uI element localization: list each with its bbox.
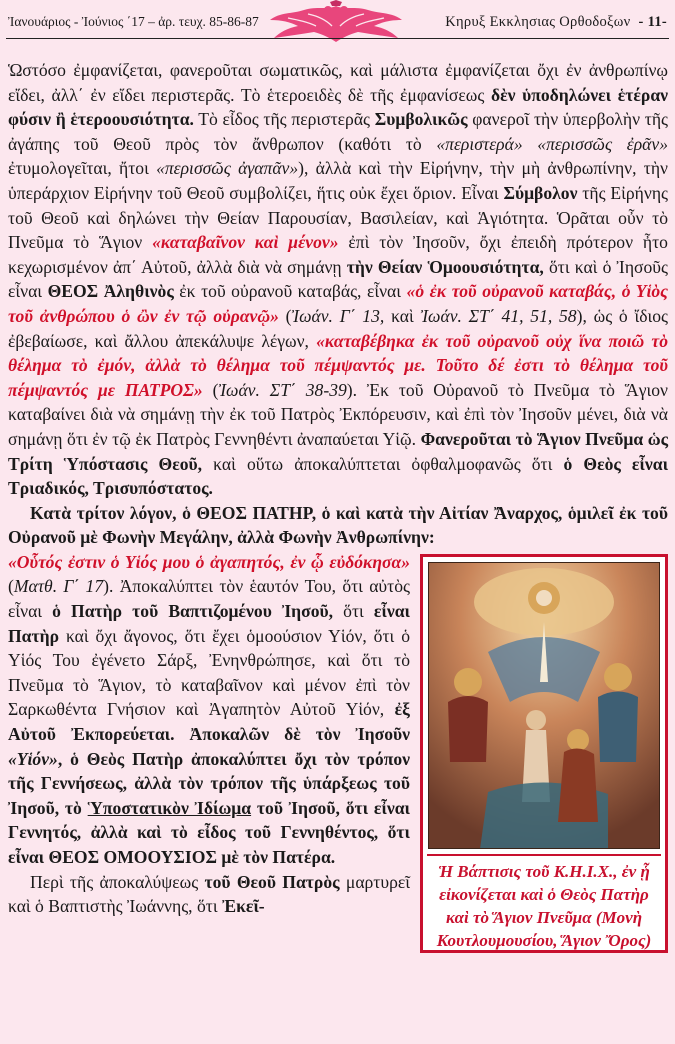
text-run: ὁ Θεὸς εἶναι Τριαδικός, Τρισυπόστατος. — [8, 453, 669, 499]
text-run: Περὶ τῆς ἀποκαλύψεως — [30, 871, 205, 892]
text-run: ὅτι καὶ ὁ Ἰησοῦς εἶναι — [8, 256, 668, 302]
text-run: μαρτυρεῖ καὶ ὁ Βαπτιστὴς Ἰωάννης, ὅτι — [8, 871, 410, 917]
text-run: καὶ ὄχι ἄγονος, ὅτι ἔχει ὁμοούσιον Υἱόν, ὅτι ὁ Υἱός Του ἐγένετο Σάρξ, Ἐνηνθρώπησε, καὶ ὅτι τὸ Πνεῦμα τὸ Ἅγιον, τὸ καταβαῖνον καὶ μένον ἐπὶ τὸν Σαρκωθέντα Γνήσιον καὶ Ἀγαπητὸν Αὐτοῦ Υἱόν, — [8, 625, 410, 720]
article-body — [8, 58, 668, 955]
text-run: «Οὗτός ἐστιν ὁ Υἱός μου ὁ ἀγαπητός, ἐν ᾧ εὐδόκησα» — [8, 551, 410, 572]
text-run: ( — [8, 576, 14, 597]
text-run: «καταβέβηκα ἐκ τοῦ οὐρανοῦ οὐχ ἵνα ποιῶ τὸ θέλημα τὸ ἐμόν, ἀλλὰ τὸ θέλημα τοῦ πέμψαντός με. Τοῦτο δέ ἐστι τὸ θέλημα τοῦ πέμψαντός με ΠΑΤΡΟΣ» — [8, 330, 668, 400]
text-run: ). Ἀποκαλύπτει τὸν ἑαυτόν Του, ὅτι αὐτὸς εἶναι — [8, 576, 410, 622]
text-run: τοῦ Ἰησοῦ, ὅτι εἶναι Γεννητός, ἀλλὰ καὶ τὸ εἶδος τοῦ Γεννηθέντος, ὅτι εἶναι ΘΕΟΣ ΟΜΟΟΥΣΙΟΣ μὲ τὸν Πατέρα. — [8, 797, 410, 867]
text-run: ἐκ τοῦ οὐρανοῦ καταβάς, εἶναι — [173, 281, 407, 302]
text-run: ἐπὶ τὸν Ἰησοῦν, ὄχι ἐπειδὴ πρότερον ἦτο κεχωρισμένον ἀπ΄ Αὐτοῦ, ἀλλὰ διὰ νὰ σημάνῃ — [8, 232, 668, 277]
text-run: καὶ οὕτω ἀποκαλύπτεται ὀφθαλμοφανῶς ὅτι — [202, 453, 564, 474]
text-run: ὅτι — [333, 601, 374, 622]
paragraph-2 — [8, 501, 668, 550]
journal-name: Κηρυξ Εκκλησιας Ορθοδοξων — [445, 14, 631, 30]
text-run: Τὸ εἶδος τῆς περιστερᾶς — [193, 109, 375, 130]
text-run: ), ἀλλὰ καὶ τὴν Εἰρήνην, τὴν μὴ ἀνθρωπίνην, τὴν ὑπεράρχιον Εἰρήνην τοῦ Θεοῦ συμβολίζει, ἥτις οὐκ ἔχει ὅριον. Εἶναι — [8, 158, 668, 203]
text-run: Ὑποστατικὸν Ἰδίωμα — [87, 797, 252, 818]
text-run: «περισσῶς ἀγαπᾶν» — [156, 158, 299, 179]
text-run: ἐξ Αὐτοῦ Ἐκπορεύεται. Ἀποκαλῶν δὲ τὸν Ἰησοῦν — [8, 699, 410, 745]
text-run: ( — [278, 305, 292, 326]
header-divider — [6, 38, 669, 39]
text-run: Ἰωάν. ΣΤ΄ 41, 51, 58 — [420, 305, 577, 326]
text-run: ΘΕΟΣ Ἀληθινὸς — [47, 281, 174, 302]
paragraph-1 — [8, 58, 668, 501]
page-header — [0, 0, 675, 52]
text-run: εἶναι Πατὴρ — [8, 601, 410, 646]
double-headed-eagle-icon — [268, 0, 404, 46]
text-run: «ὁ ἐκ τοῦ οὐρανοῦ καταβάς, ὁ Υἱὸς τοῦ ἀνθρώπου ὁ ὢν ἐν τῷ οὐρανῷ» — [8, 281, 668, 326]
text-run: τῆς Εἰρήνης τοῦ Θεοῦ καὶ δηλώνει τὴν Θείαν Παρουσίαν, Βασιλείαν, καὶ Ἁγιότητα. Ὁρᾶται οὖν τὸ Πνεῦμα τὸ Ἅγιον — [8, 182, 668, 253]
text-run: φανεροῖ τὴν ὑπερβολὴν τῆς ἀγάπης τοῦ Θεοῦ πρὸς τὸν ἄνθρωπον (καθότι τὸ — [8, 109, 669, 154]
text-run: Ἐκεῖ- — [221, 896, 265, 917]
page-number: - 11- — [638, 14, 667, 30]
text-run: καὶ — [384, 305, 421, 326]
text-run: τὴν Θείαν Ὁμοουσιότητα, — [346, 256, 544, 277]
issue-line: Ἰανουάριος - Ἰούνιος ΄17 – ἀρ. τευχ. 85-86-87 — [8, 14, 259, 29]
fresco-figure — [420, 554, 668, 953]
text-run: Συμβολικῶς — [374, 109, 468, 130]
figure-caption: Ἡ Βάπτισις τοῦ Κ.Η.Ι.Χ., ἐν ᾗ εἰκονίζεται καὶ ὁ Θεὸς Πατὴρ καὶ τὸ Ἅγιον Πνεῦμα (Μονὴ Κουτλουμουσίου, Ἅγιον Ὄρος) — [427, 854, 661, 952]
journal-title — [445, 14, 667, 31]
text-run: Κατὰ τρίτον λόγον, ὁ ΘΕΟΣ ΠΑΤΗΡ, ὁ καὶ κατὰ τὴν Αἰτίαν Ἄναρχος, ὁμιλεῖ ἐκ τοῦ Οὐρανοῦ μὲ Φωνὴν Μεγάλην, ἀλλὰ Φωνὴν Ἀνθρωπίνην: — [8, 502, 668, 548]
text-run: «Υἱόν» — [8, 748, 58, 769]
text-run: τοῦ Θεοῦ Πατρὸς — [204, 871, 340, 892]
text-run: ( — [202, 379, 219, 400]
text-run: «περιστερά» «περισσῶς ἐρᾶν» — [436, 133, 668, 154]
text-run: Ἰωάν. ΣΤ΄ 38-39 — [218, 379, 347, 400]
text-run: «καταβαῖνον καὶ μένον» — [152, 232, 339, 253]
text-run: , ὁ Θεὸς Πατὴρ ἀποκαλύπτει ὄχι τὸν τρόπον τῆς Γεννήσεως, ἀλλὰ τὸν τρόπον τῆς ὑπάρξεως τοῦ Ἰησοῦ, τὸ — [8, 748, 410, 818]
text-run: ). Ἐκ τοῦ Οὐρανοῦ τὸ Πνεῦμα τὸ Ἅγιον καταβαίνει διὰ νὰ σημάνῃ τὴν ἐκ τοῦ Πατρὸς Ἐκπόρευσιν, καὶ ἐπὶ τὸν Ἰησοῦν μένει, διὰ νὰ σημάνῃ ὅτι ἐν τῷ ἐκ Πατρὸς Γεννηθέντι ἀναπαύεται Υἱῷ. — [8, 379, 668, 449]
text-run: Σύμβολον — [503, 182, 578, 203]
baptism-fresco-image — [428, 562, 660, 849]
text-run: δὲν ὑποδηλώνει ἑτέραν φύσιν ἢ ἑτεροουσιότητα. — [8, 84, 668, 130]
text-run: Ὡστόσο ἐμφανίζεται, φανεροῦται σωματικῶς, καὶ μάλιστα ἐμφανίζεται ὄχι ἐν ἀνθρωπίνῳ εἴδει, ἀλλ΄ ἐν εἴδει περιστερᾶς. Τὸ ἑτεροειδὲς δὲ τῆς ἐμφανίσεως — [8, 60, 668, 105]
text-run: ), ὡς ὁ ἴδιος ἐβεβαίωσε, καὶ ἄλλου ἀπεκάλυψε λέγων, — [8, 305, 668, 351]
text-run: Φανεροῦται τὸ Ἅγιον Πνεῦμα ὡς Τρίτη Ὑπόστασις Θεοῦ, — [8, 428, 668, 474]
text-run: ὁ Πατὴρ τοῦ Βαπτιζομένου Ἰησοῦ, — [52, 601, 334, 622]
text-run: Ματθ. Γ΄ 17 — [13, 576, 104, 597]
text-run: Ἰωάν. Γ΄ 13, — [291, 305, 385, 326]
text-run: ἐτυμολογεῖται, ἤτοι — [8, 158, 157, 179]
